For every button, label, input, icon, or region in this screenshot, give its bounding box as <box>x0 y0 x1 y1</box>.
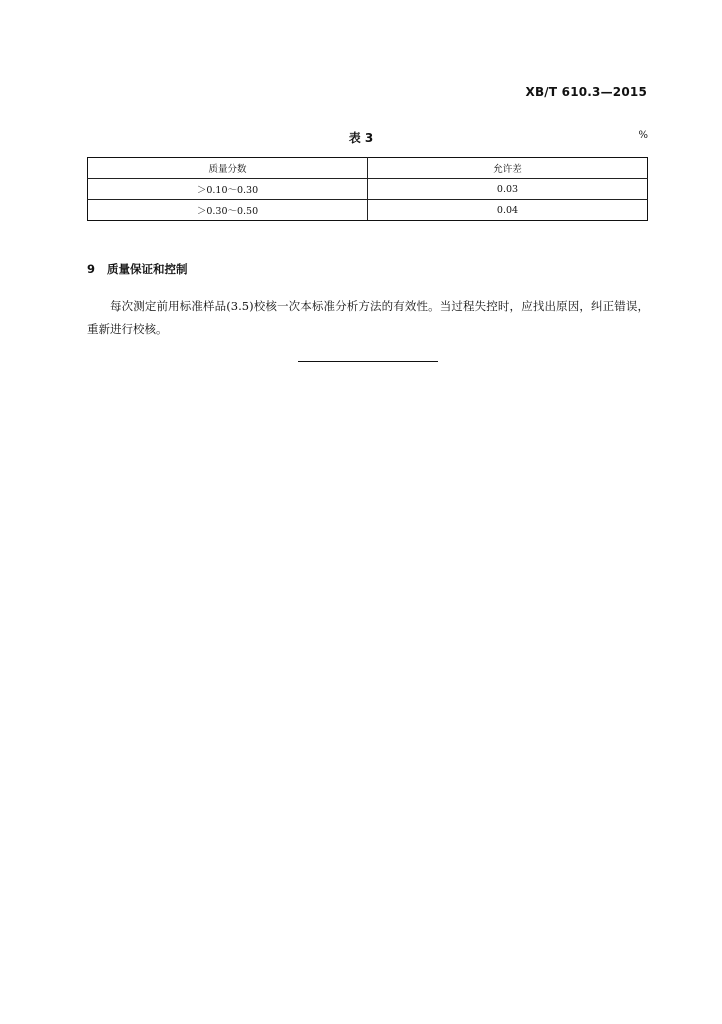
table-caption: 表 3 <box>348 131 374 145</box>
table-cell-mass-fraction: ＞0.30～0.50 <box>88 200 368 221</box>
end-rule <box>298 361 438 362</box>
table-unit: % <box>638 130 648 141</box>
section-title: 质量保证和控制 <box>107 262 188 276</box>
section-heading <box>87 261 188 277</box>
column-header-mass-fraction: 质量分数 <box>88 158 368 179</box>
tolerance-table <box>87 157 648 221</box>
table-row <box>88 179 648 200</box>
table-header-row <box>88 158 648 179</box>
column-header-tolerance: 允许差 <box>368 158 648 179</box>
section-body-text: 每次测定前用标准样品(3.5)校核一次本标准分析方法的有效性。当过程失控时，应找出原因，纠正错误，重新进行校核。 <box>87 299 649 336</box>
table-cell-tolerance: 0.04 <box>368 200 648 221</box>
section-number: 9 <box>87 262 96 276</box>
table-row <box>88 200 648 221</box>
table-cell-tolerance: 0.03 <box>368 179 648 200</box>
table-cell-mass-fraction: ＞0.10～0.30 <box>88 179 368 200</box>
standard-code: XB/T 610.3—2015 <box>525 85 647 99</box>
